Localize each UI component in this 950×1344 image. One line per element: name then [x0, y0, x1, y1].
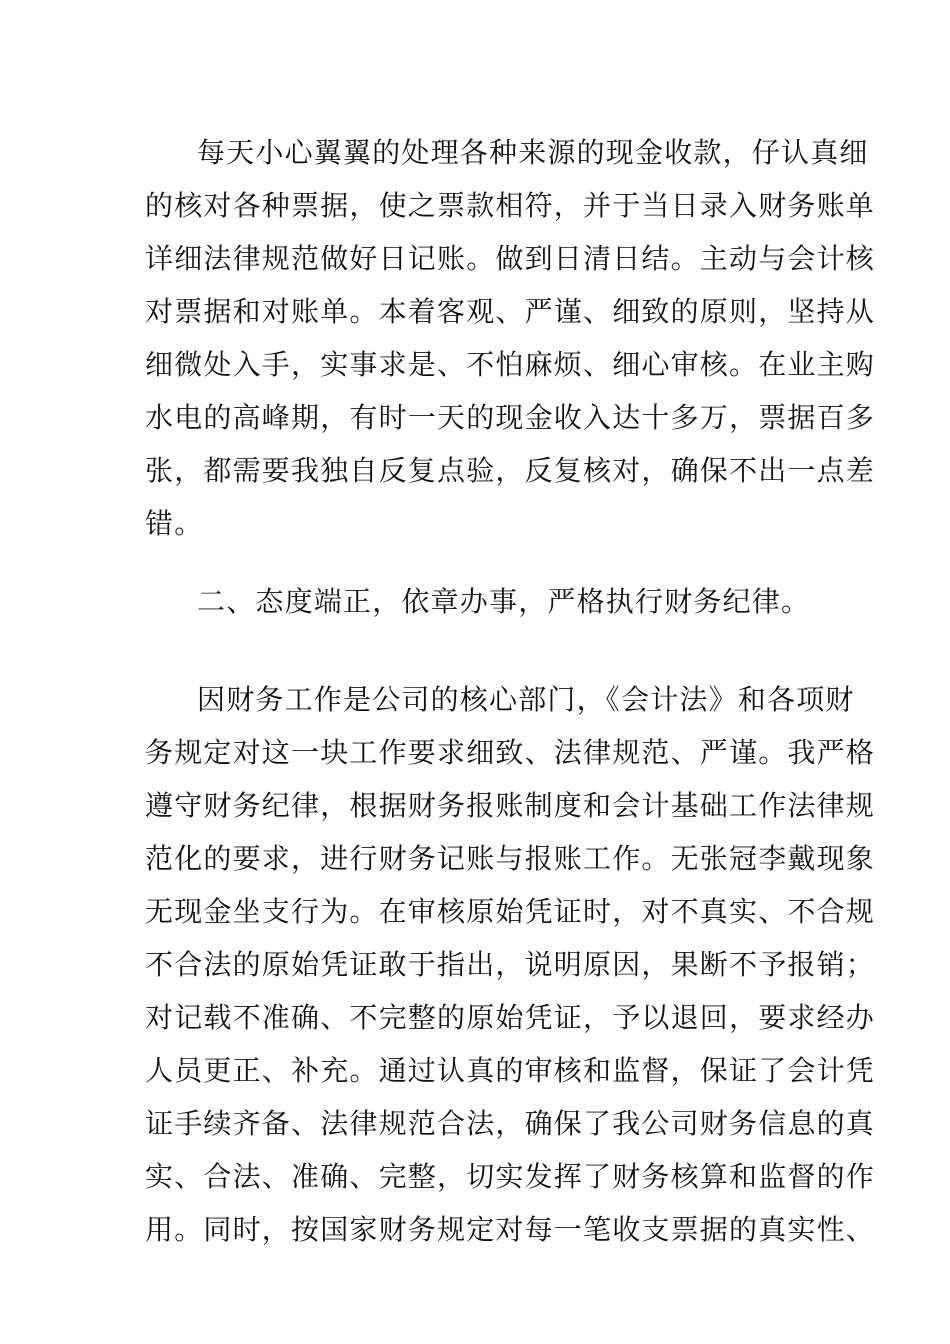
text-line: 因财务工作是公司的核心部门，《会计法》和各项财 [197, 683, 855, 716]
text-line: 水电的高峰期，有时一天的现金收入达十多万，票据百多 [145, 401, 876, 434]
text-line: 不合法的原始凭证敢于指出，说明原因，果断不予报销； [145, 948, 876, 981]
text-line: 对票据和对账单。本着客观、严谨、细致的原则，坚持从 [145, 295, 876, 328]
text-line: 的核对各种票据，使之票款相符，并于当日录入财务账单 [145, 189, 876, 222]
text-line: 对记载不准确、不完整的原始凭证，予以退回，要求经办 [145, 1001, 876, 1034]
text-line: 每天小心翼翼的处理各种来源的现金收款，仔认真细 [197, 136, 869, 169]
heading-text: 二、态度端正，依章办事，严格执行财务纪律。 [197, 585, 811, 618]
text-line: 细微处入手，实事求是、不怕麻烦、细心审核。在业主购 [145, 348, 876, 381]
text-line: 范化的要求，进行财务记账与报账工作。无张冠李戴现象 [145, 842, 876, 875]
text-line: 用。同时，按国家财务规定对每一笔收支票据的真实性、 [145, 1213, 876, 1246]
text-line: 证手续齐备、法律规范合法，确保了我公司财务信息的真 [145, 1107, 876, 1140]
text-line: 错。 [145, 507, 204, 540]
text-line: 人员更正、补充。通过认真的审核和监督，保证了会计凭 [145, 1054, 876, 1087]
text-line: 详细法律规范做好日记账。做到日清日结。主动与会计核 [145, 242, 876, 275]
text-line: 务规定对这一块工作要求细致、法律规范、严谨。我严格 [145, 736, 876, 769]
paragraph-cash-handling [145, 126, 876, 550]
text-line: 遵守财务纪律，根据财务报账制度和会计基础工作法律规 [145, 789, 876, 822]
text-line: 无现金坐支行为。在审核原始凭证时，对不真实、不合规 [145, 895, 876, 928]
paragraph-financial-discipline [145, 673, 876, 1256]
text-line: 张，都需要我独自反复点验，反复核对，确保不出一点差 [145, 454, 876, 487]
text-line: 实、合法、准确、完整，切实发挥了财务核算和监督的作 [145, 1160, 876, 1193]
section-heading [145, 575, 811, 628]
